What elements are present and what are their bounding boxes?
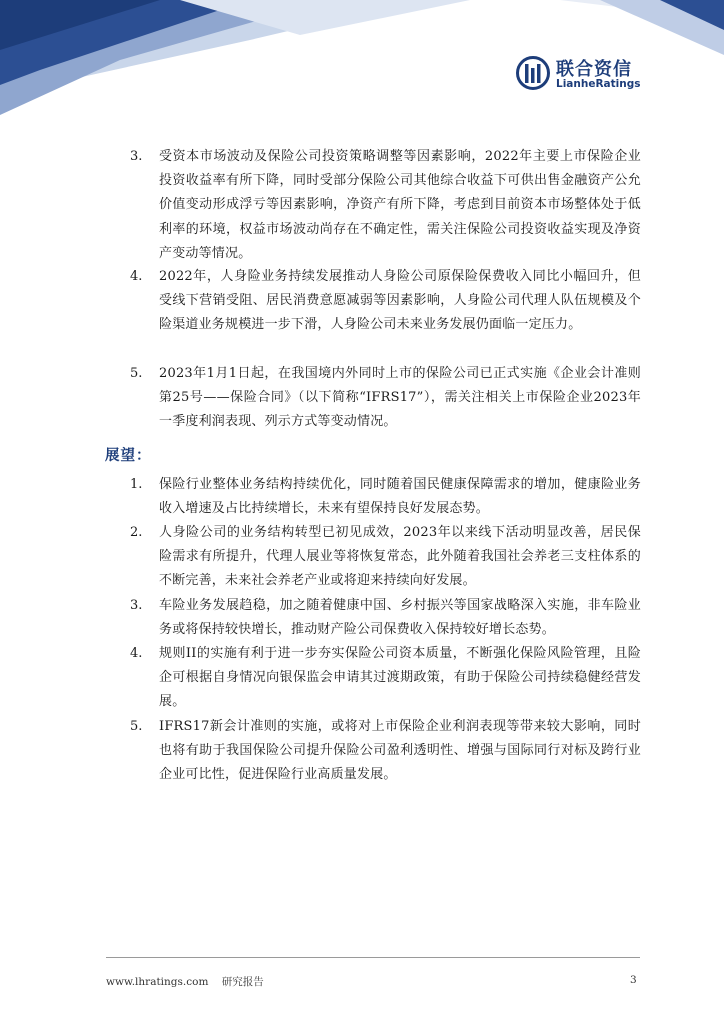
list-item-number: 5.: [130, 366, 143, 381]
list-item-number: 4.: [130, 646, 143, 661]
footer-doc-type: 研究报告: [221, 976, 264, 988]
list-item-text: 2022年，人身险业务持续发展推动人身险公司原保险保费收入同比小幅回升，但受线下营销受阻、居民消费意愿减弱等因素影响，人身险公司代理人队伍规模及个险渠道业务规模进一步下滑，人身险公司未来业务发展仍面临一定压力。: [159, 269, 641, 333]
list-item-number: 4.: [130, 269, 143, 284]
company-logo: [516, 54, 646, 94]
outlook-heading: 展望：: [105, 448, 152, 464]
list-item-number: 2.: [130, 525, 143, 540]
footer-info: [106, 974, 264, 989]
list-item-text: 车险业务发展趋稳，加之随着健康中国、乡村振兴等国家战略深入实施，非车险业务或将保持较快增长，推动财产险公司保费收入保持较好增长态势。: [159, 598, 641, 638]
list-item-text: 保险行业整体业务结构持续优化，同时随着国民健康保障需求的增加，健康险业务收入增速及占比持续增长，未来有望保持良好发展态势。: [159, 477, 641, 517]
list-item-text: 受资本市场波动及保险公司投资策略调整等因素影响，2022年主要上市保险企业投资收益率有所下降，同时受部分保险公司其他综合收益下可供出售金融资产公允价值变动形成浮亏等因素影响，净资产有所下降，考虑到目前资本市场整体处于低利率的环境，权益市场波动尚存在不确定性，需关注保险公司投资收益实现及净资产变动等情况。: [159, 149, 641, 261]
list-item-number: 1.: [130, 477, 143, 492]
list-item-text: IFRS17新会计准则的实施，或将对上市保险企业利润表现等带来较大影响，同时也将有助于我国保险公司提升保险公司盈利透明性、增强与国际同行对标及跨行业企业可比性，促进保险行业高质量发展。: [159, 719, 641, 783]
footer-website-link[interactable]: www.lhratings.com: [106, 976, 209, 988]
lianhe-logo-icon: [516, 56, 550, 90]
list-item-text: 人身险公司的业务结构转型已初见成效，2023年以来线下活动明显改善，居民保险需求有所提升，代理人展业等将恢复常态，此外随着我国社会养老三支柱体系的不断完善，未来社会养老产业或将迎来持续向好发展。: [159, 525, 641, 589]
logo-chinese-name: 联合资信: [556, 59, 632, 80]
list-item-text: 规则II的实施有利于进一步夯实保险公司资本质量，不断强化保险风险管理，且险企可根据自身情况向银保监会申请其过渡期政策，有助于保险公司持续稳健经营发展。: [159, 646, 641, 710]
list-item-text: 2023年1月1日起，在我国境内外同时上市的保险公司已正式实施《企业会计准则第25号——保险合同》（以下简称“IFRS17”），需关注相关上市保险企业2023年一季度利润表现、列示方式等变动情况。: [159, 366, 641, 430]
list-item-number: 3.: [130, 149, 143, 164]
list-item-number: 5.: [130, 719, 143, 734]
list-item-number: 3.: [130, 598, 143, 613]
logo-english-name: LianheRatings: [556, 78, 641, 90]
page-number: 3: [630, 974, 637, 986]
footer-divider: [106, 957, 640, 958]
